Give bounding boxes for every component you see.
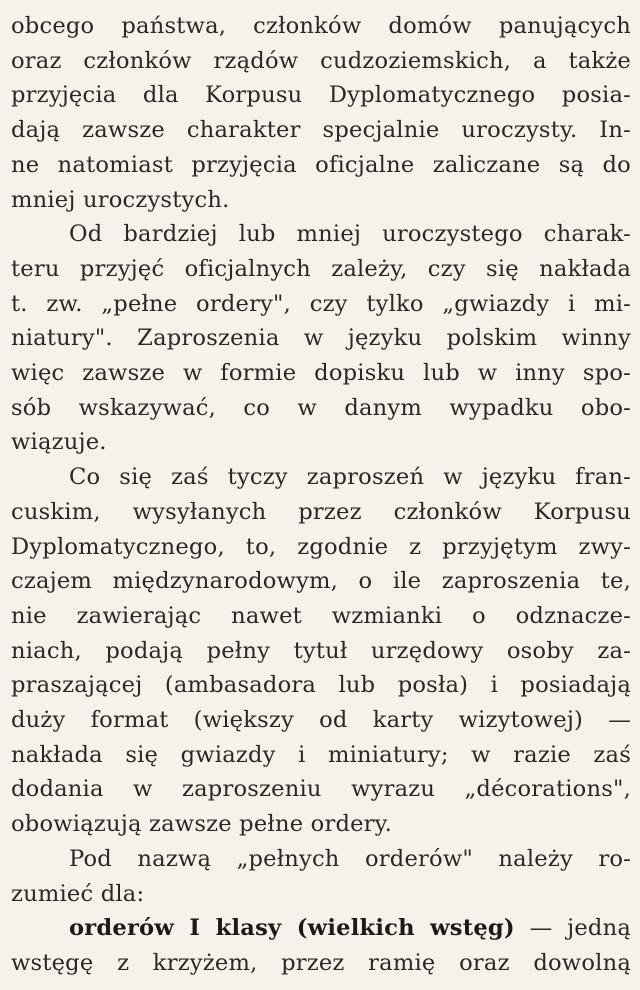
text-line: t. zw. „pełne ordery", czy tylko „gwiazdy i mi- <box>11 290 631 317</box>
text-line: więc zawsze w formie dopisku lub w inny spo- <box>11 360 631 387</box>
text-line: ne natomiast przyjęcia oficjalne zaliczane są do <box>11 151 631 178</box>
text-line: Od bardziej lub mniej uroczystego charak- <box>69 221 631 248</box>
text-run: — jedną <box>514 915 631 942</box>
text-line: teru przyjęć oficjalnych zależy, czy się nakłada <box>11 255 631 282</box>
paragraph-2 <box>11 217 631 460</box>
text-line: mniej uroczystych. <box>11 186 230 213</box>
text-line: niatury". Zaproszenia w języku polskim winny <box>11 325 631 352</box>
text-line: Pod nazwą „pełnych orderów" należy ro- <box>69 845 631 872</box>
text-line: wiązuje. <box>11 429 107 456</box>
text-line <box>11 911 631 946</box>
text-line: praszającej (ambasadora lub posła) i posiadają <box>11 672 631 699</box>
bold-term: orderów I klasy (wielkich wstęg) <box>69 915 515 942</box>
text-line: czajem międzynarodowym, o ile zaproszenia te, <box>11 568 631 595</box>
text-line: nie zawierając nawet wzmianki o odznacze- <box>11 602 631 629</box>
text-line: oraz członków rządów cudzoziemskich, a także <box>11 47 631 74</box>
text-line: Dyplomatycznego, to, zgodnie z przyjętym zwy- <box>11 533 631 560</box>
text-line: niach, podają pełny tytuł urzędowy osoby za- <box>11 637 631 664</box>
text-line: obowiązują zawsze pełne ordery. <box>11 811 393 838</box>
text-line: sób wskazywać, co w danym wypadku obo- <box>11 394 631 421</box>
text-line: Co się zaś tyczy zaproszeń w języku fran- <box>69 464 631 491</box>
text-line: dają zawsze charakter specjalnie uroczysty. In- <box>11 117 631 144</box>
text-line: cuskim, wysyłanych przez członków Korpusu <box>11 498 631 525</box>
text-line: nakłada się gwiazdy i miniatury; w razie zaś <box>11 741 631 768</box>
text-line: przyjęcia dla Korpusu Dyplomatycznego posia- <box>11 82 631 109</box>
paragraph-1 <box>11 9 631 217</box>
text-line: duży format (większy od karty wizytowej) — <box>11 707 631 734</box>
text-line: obcego państwa, członków domów panujących <box>11 13 631 39</box>
paragraph-4 <box>11 842 631 911</box>
text-line: zumieć dla: <box>11 880 145 907</box>
text-line: dodania w zaproszeniu wyrazu „décorations", <box>11 776 631 803</box>
text-line: wstęgę z krzyżem, przez ramię oraz dowolną <box>11 949 631 976</box>
paragraph-3 <box>11 460 631 842</box>
paragraph-5 <box>11 911 631 980</box>
